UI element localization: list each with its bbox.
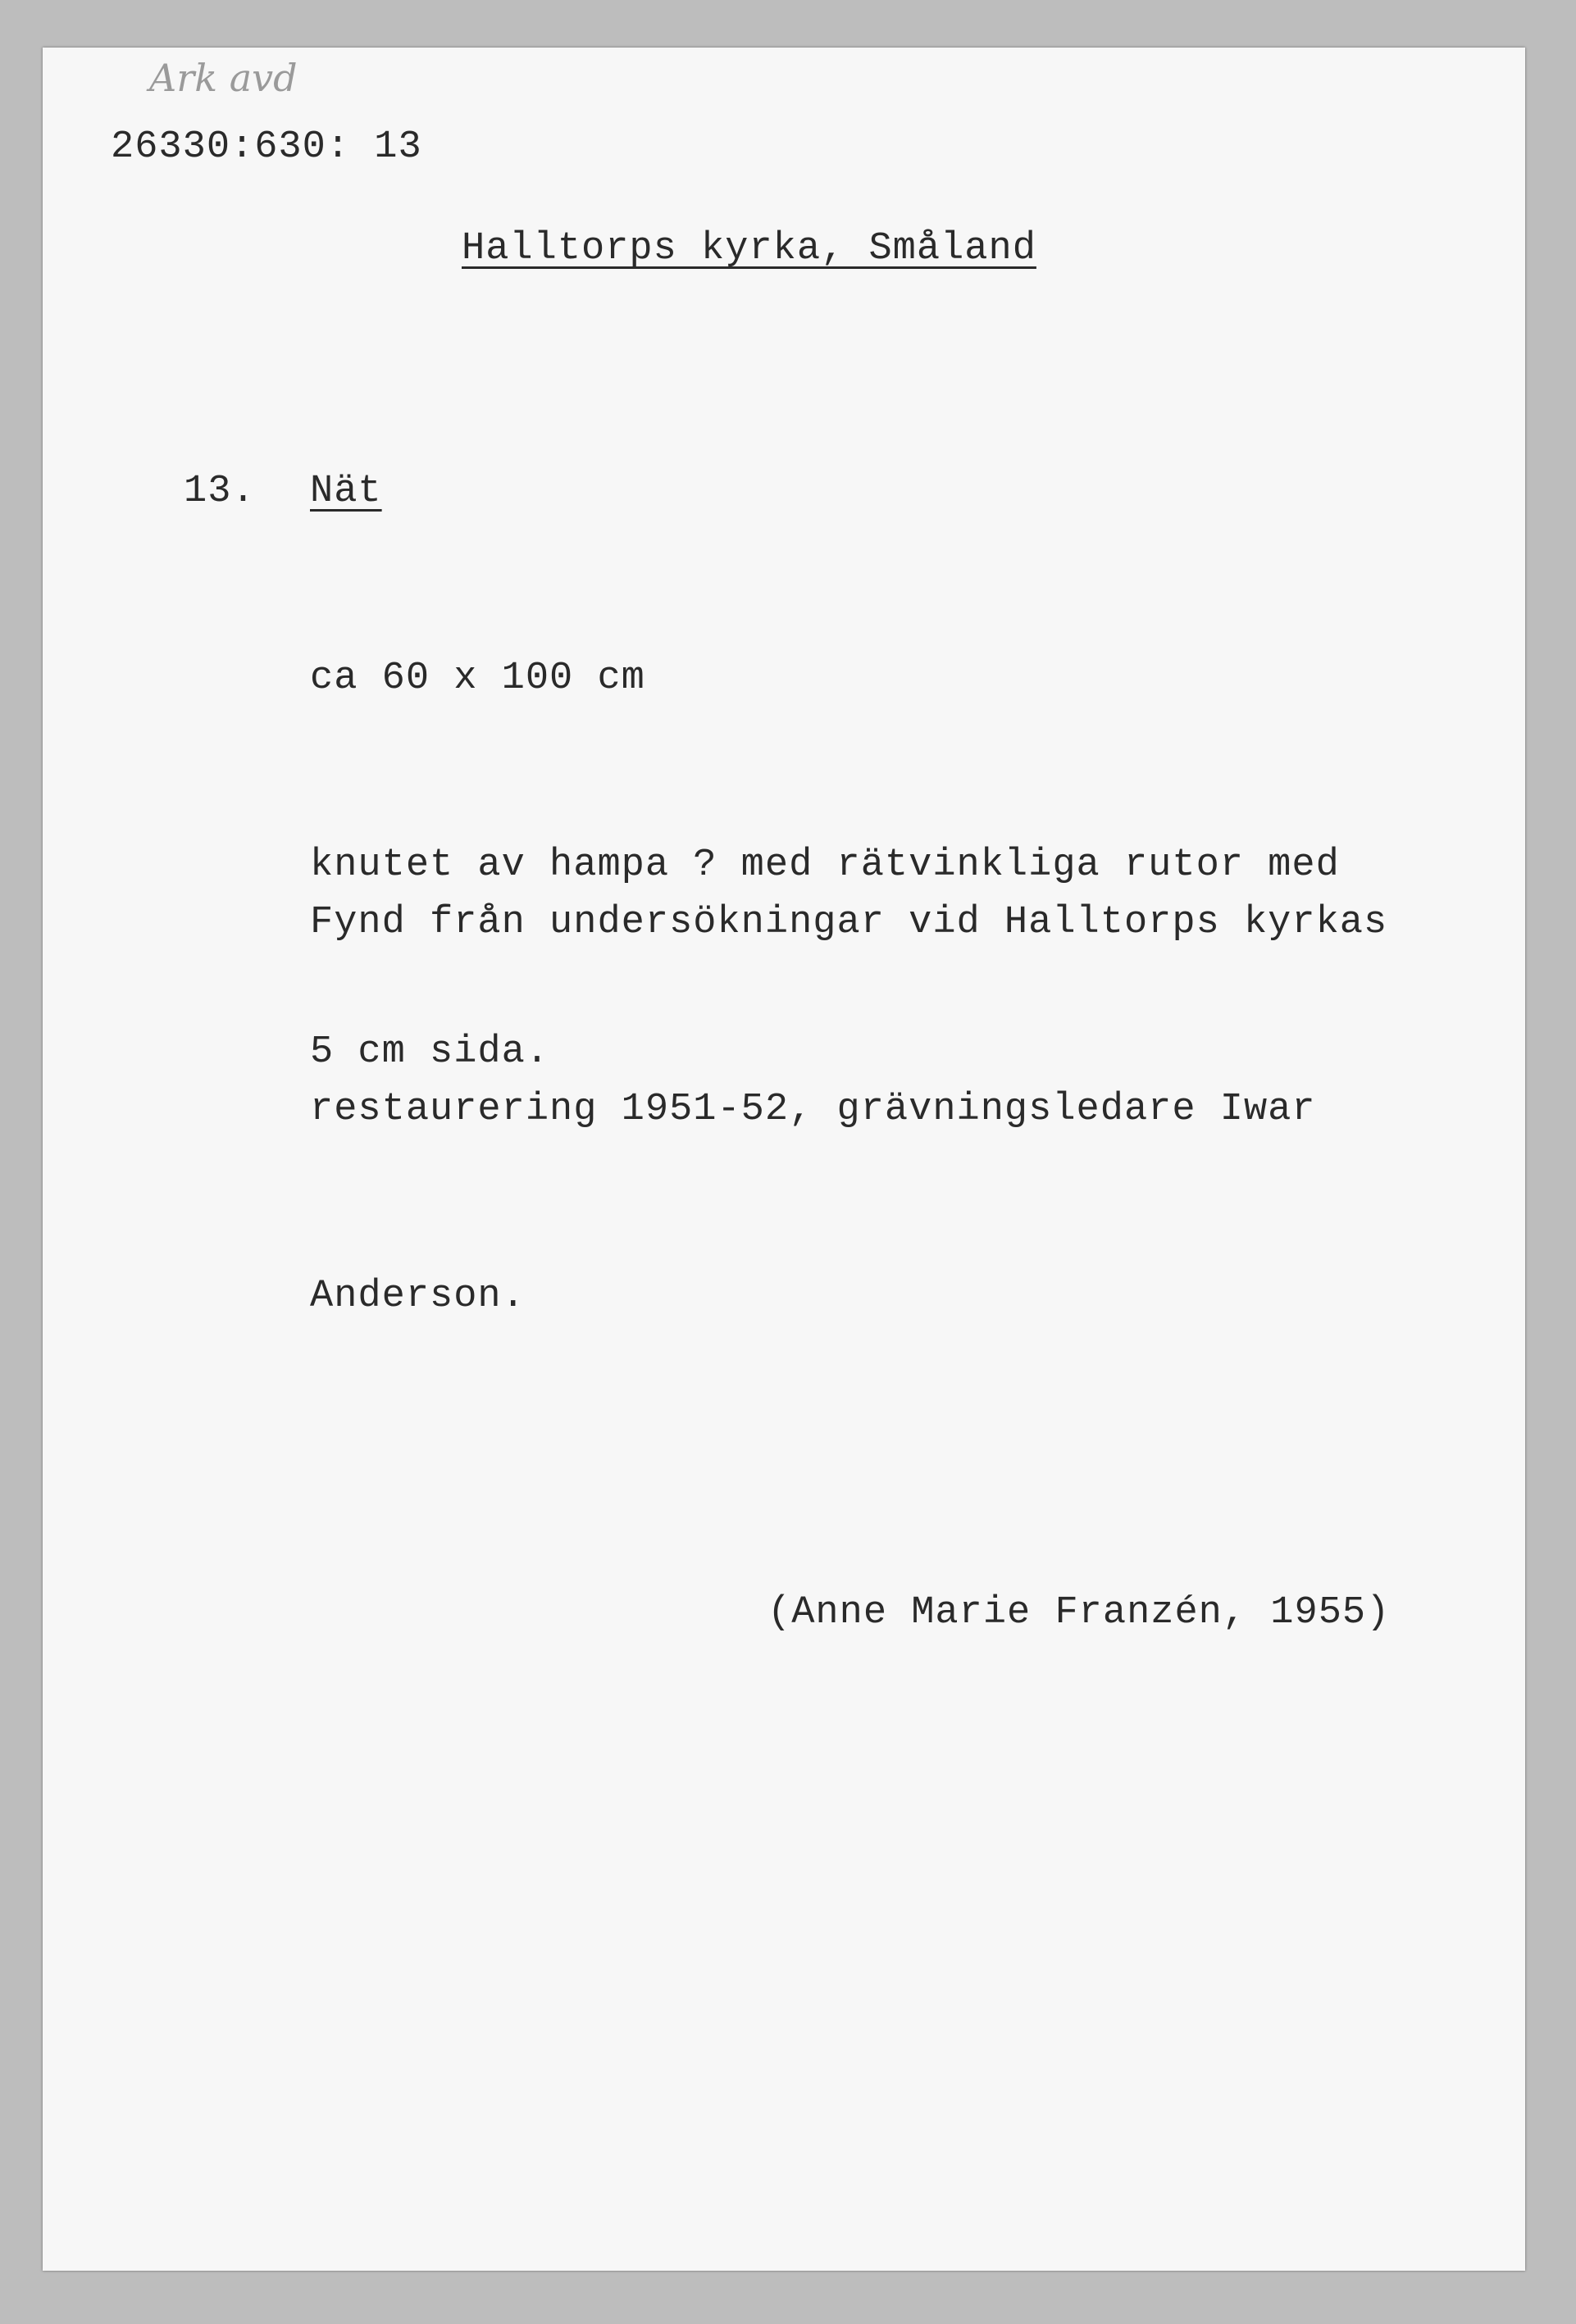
item-number: 13. [184,470,256,513]
reference-number: 26330:630: 13 [111,125,422,169]
description-line: ca 60 x 100 cm [310,657,645,700]
item-name: Nät [310,470,382,513]
provenance-line: restaurering 1951-52, grävningsledare Iwar [310,1088,1316,1131]
document-page [43,48,1525,2271]
signature-line: (Anne Marie Franzén, 1955) [768,1591,1391,1635]
provenance-text [310,767,1387,1453]
provenance-line: Anderson. [310,1275,526,1318]
document-title: Halltorps kyrka, Småland [462,227,1036,271]
handwritten-note: Ark avd [149,56,298,100]
description-line: 5 cm sida. [310,1030,550,1074]
provenance-line: Fynd från undersökningar vid Halltorps kyrkas [310,901,1388,944]
description-line: knutet av hampa ? med rätvinkliga rutor med [310,844,1340,887]
